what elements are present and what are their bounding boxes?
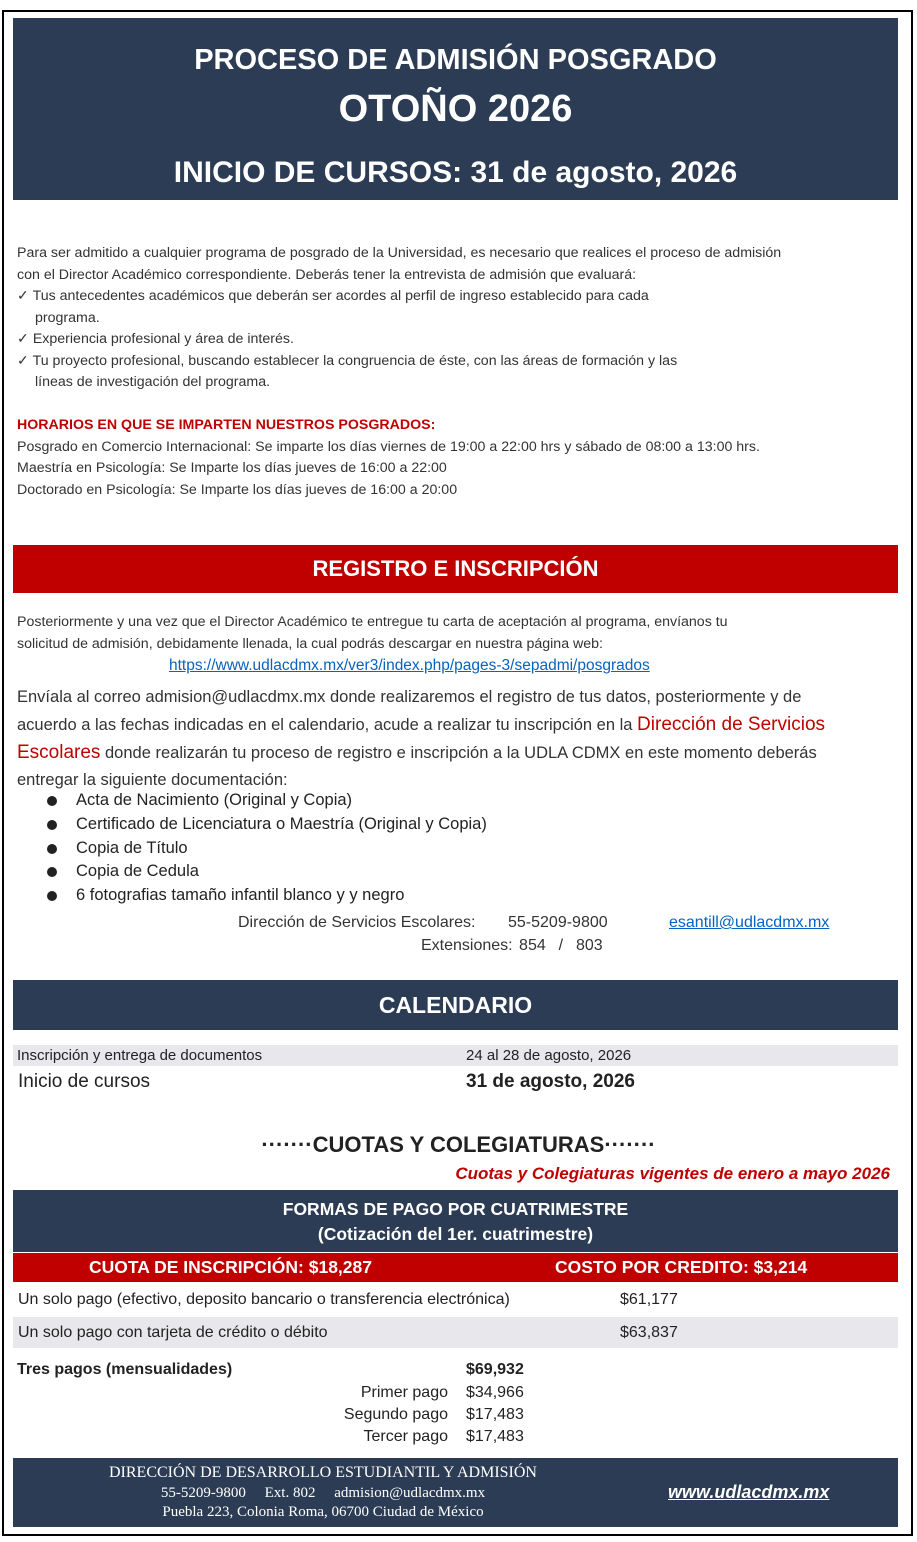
header-term: OTOÑO 2026 — [338, 88, 573, 130]
list-item: Copia de Cedula — [14, 860, 814, 884]
contact-label: Dirección de Servicios Escolares: — [238, 914, 476, 931]
posgrados-link[interactable]: https://www.udlacdmx.mx/ver3/index.php/pages-3/sepadmi/posgrados — [169, 657, 650, 674]
footer — [13, 1458, 898, 1527]
cuota-inscripcion: CUOTA DE INSCRIPCIÓN: $18,287 — [89, 1257, 372, 1277]
extensions: Extensiones: 854 / 803 — [421, 937, 603, 954]
check-icon: ✓ — [17, 288, 33, 304]
formas-pago-box: FORMAS DE PAGO POR CUATRIMESTRE (Cotización del 1er. cuatrimestre) — [13, 1190, 898, 1252]
footer-dept: DIRECCIÓN DE DESARROLLO ESTUDIANTIL Y ADMISIÓN — [109, 1464, 537, 1481]
registro-intro: Posteriormente y una vez que el Director Académico te entregue tu carta de aceptación al programa, envíanos tu solicitud de admisión, debidamente llenada, la cual podrás descargar en nuestra página web: https://www.udlacdmx.mx/ver3/index.php/pages-3/sepadmi/posgrados — [17, 614, 728, 674]
check-item: ✓ Tus antecedentes académicos que deberán ser acordes al perfil de ingreso establecido para cada programa. — [17, 288, 649, 326]
payment-row: Un solo pago (efectivo, deposito bancario o transferencia electrónica) $61,177 — [18, 1291, 678, 1308]
header-start-date: INICIO DE CURSOS: 31 de agosto, 2026 — [173, 156, 738, 189]
contact-phone: 55-5209-9800 — [508, 914, 608, 931]
calendar-row: Inicio de cursos 31 de agosto, 2026 — [18, 1071, 635, 1092]
check-icon: ✓ — [17, 352, 33, 369]
horario-item: Doctorado en Psicología: Se Imparte los días jueves de 16:00 a 20:00 — [17, 481, 458, 498]
check-item: ✓ Experiencia profesional y área de interés. — [17, 331, 294, 347]
horario-item: Maestría en Psicología: Se Imparte los días jueves de 16:00 a 22:00 — [17, 460, 447, 476]
intro-text: Para ser admitido a cualquier programa de posgrado de la Universidad, es necesario que realices el proceso de admisión — [17, 245, 782, 261]
horarios-title: HORARIOS EN QUE SE IMPARTEN NUESTROS POSGRADOS: — [17, 417, 436, 433]
check-icon: ✓ — [17, 331, 33, 347]
intro-text: con el Director Académico correspondiente. Deberás tener la entrevista de admisión que evaluará: — [17, 266, 637, 283]
list-item: Copia de Título — [14, 837, 814, 861]
list-item: Certificado de Licenciatura o Maestría (Original y Copia) — [14, 813, 814, 837]
document-list — [14, 789, 814, 908]
cuotas-title: ·······CUOTAS Y COLEGIATURAS······· — [261, 1132, 656, 1157]
footer-address: Puebla 223, Colonia Roma, 06700 Ciudad de México — [162, 1504, 484, 1520]
horario-item: Posgrado en Comercio Internacional: Se imparte los días viernes de 19:00 a 22:00 hrs y sábado de 08:00 a 13:00 hrs. — [17, 438, 760, 455]
costo-credito: COSTO POR CREDITO: $3,214 — [555, 1257, 808, 1277]
registro-body: Envíala al correo admision@udlacdmx.mx donde realizaremos el registro de tus datos, posteriormente y de acuerdo a las fechas indicadas en el calendario, acude a realizar tu inscripción en la Dirección de Servicios Escolares donde realizarán tu proceso de registro e inscripción a la UDLA CDMX en este momento deberás entregar la siguiente documentación: — [17, 688, 826, 789]
payment-row: Un solo pago con tarjeta de crédito o débito $63,837 — [13, 1317, 898, 1348]
tres-pagos-total: $69,932 — [466, 1361, 524, 1378]
cuotas-subtitle: Cuotas y Colegiaturas vigentes de enero a mayo 2026 — [455, 1164, 890, 1183]
installment-labels: Primer pago Segundo pago Tercer pago — [343, 1384, 448, 1445]
installment-values: $34,966 $17,483 $17,483 — [466, 1384, 524, 1445]
header-title: PROCESO DE ADMISIÓN POSGRADO — [194, 44, 717, 76]
registro-title: REGISTRO E INSCRIPCIÓN — [13, 545, 898, 593]
calendario-title: CALENDARIO — [13, 980, 898, 1030]
check-item: ✓ Tu proyecto profesional, buscando establecer la congruencia de éste, con las áreas de formación y las líneas de investigación del programa. — [17, 352, 678, 390]
cuota-bar — [13, 1253, 898, 1282]
horarios — [17, 415, 902, 501]
calendar-row: Inscripción y entrega de documentos 24 al 28 de agosto, 2026 — [13, 1045, 898, 1066]
header-banner — [13, 18, 898, 200]
tres-pagos-label: Tres pagos (mensualidades) — [17, 1361, 233, 1378]
intro — [17, 243, 897, 394]
list-item: 6 fotografias tamaño infantil blanco y y negro — [14, 884, 814, 908]
contact-email-link[interactable]: esantill@udlacdmx.mx — [669, 914, 830, 931]
list-item: Acta de Nacimiento (Original y Copia) — [14, 789, 814, 813]
website-link[interactable]: www.udlacdmx.mx — [668, 1482, 830, 1502]
footer-contact: 55-5209-9800 Ext. 802 admision@udlacdmx.mx — [160, 1485, 486, 1501]
